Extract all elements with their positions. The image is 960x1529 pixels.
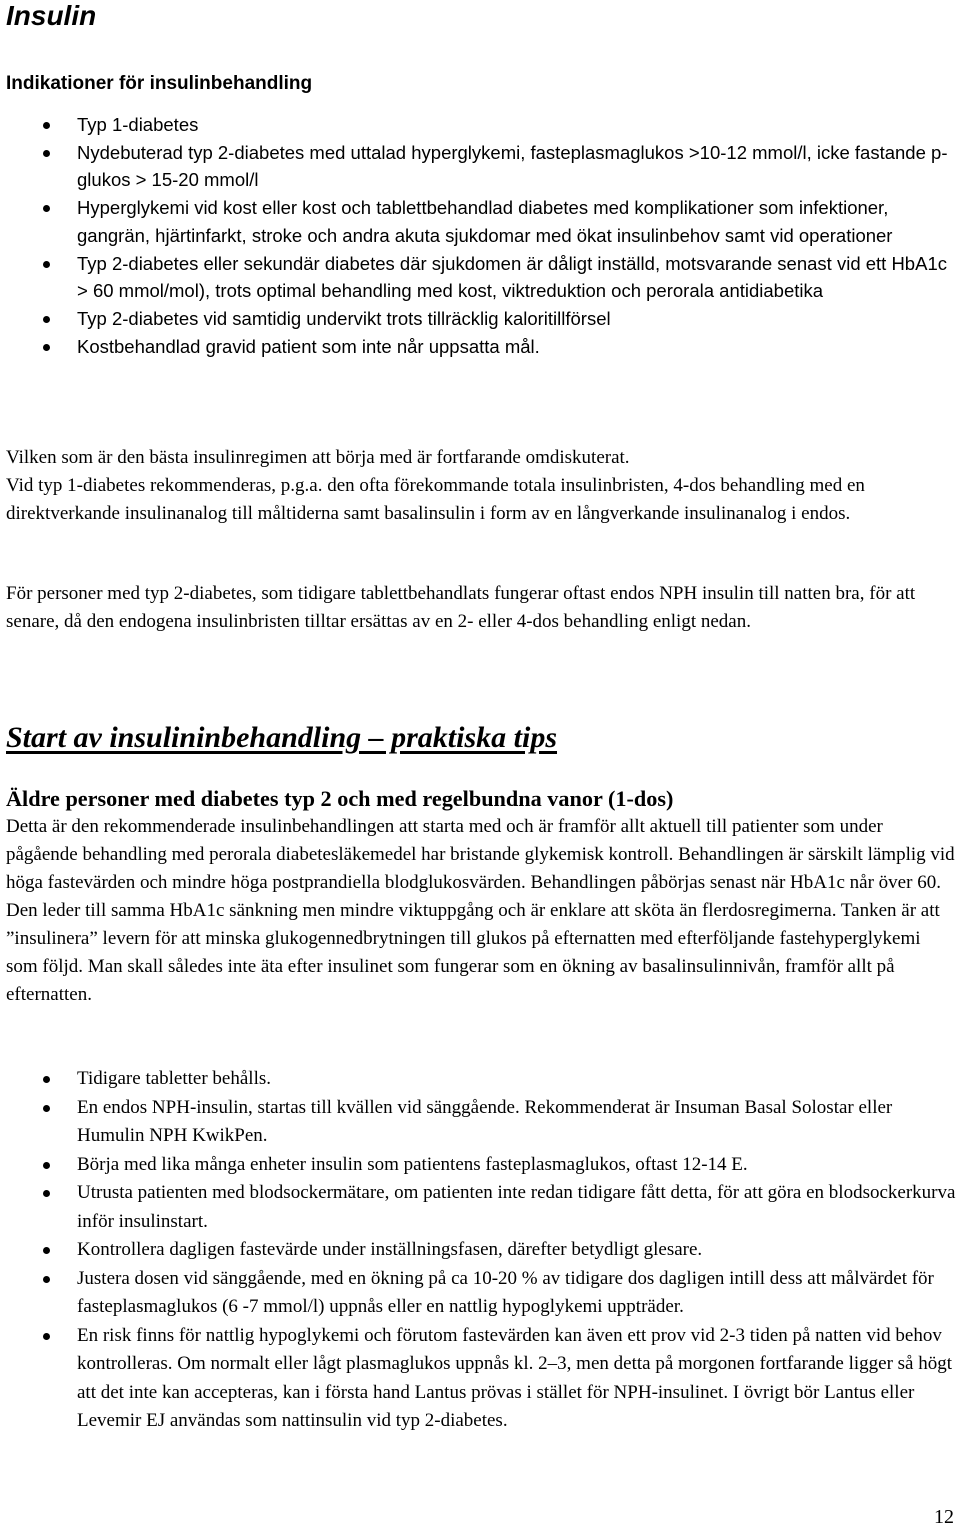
indications-heading: Indikationer för insulinbehandling <box>6 73 313 94</box>
tips-list <box>6 1065 956 1436</box>
list-item: Nydebuterad typ 2-diabetes med uttalad hyperglykemi, fasteplasmaglukos >10-12 mmol/l, icke fastande p-glukos > 15-20 mmol/l <box>6 139 956 194</box>
list-item: Typ 2-diabetes eller sekundär diabetes där sjukdomen är dåligt inställd, motsvarande senast vid ett HbA1c > 60 mmol/mol), trots optimal behandling med kost, viktreduktion och perorala antidiabetika <box>6 250 956 305</box>
indications-list <box>6 111 956 360</box>
list-item: Hyperglykemi vid kost eller kost och tablettbehandlad diabetes med komplikationer som infektioner, gangrän, hjärtinfarkt, stroke och andra akuta sjukdomar med ökat insulinbehov samt vid operationer <box>6 194 956 249</box>
paragraph: Vid typ 1-diabetes rekommenderas, p.g.a. den ofta förekommande totala insulinbristen, 4-dos behandling med en direktverkande insulinanalog till måltiderna samt basalinsulin i form av en långverkande insulinanalog i endos. <box>6 475 865 524</box>
paragraph: För personer med typ 2-diabetes, som tidigare tablettbehandlats fungerar oftast endos NPH insulin till natten bra, för att senare, då den endogena insulinbristen tilltar ersättas av en 2- eller 4-dos behandling enligt nedan. <box>6 583 916 632</box>
page-number: 12 <box>934 1506 954 1528</box>
list-item: Tidigare tabletter behålls. <box>6 1065 956 1094</box>
section-subheading: Äldre personer med diabetes typ 2 och med regelbundna vanor (1-dos) <box>6 786 674 811</box>
section-body: Detta är den rekommenderade insulinbehandlingen att starta med och är framför allt aktuell till patienter som under pågående behandling med perorala diabetesläkemedel har bristande glykemisk kontroll. Behandlingen är särskilt lämplig vid höga fastevärden och mindre höga postprandiella blodglukosvärden. Behandlingen påbörjas senast när HbA1c når över 60. Den leder till samma HbA1c sänkning men mindre viktuppgång och är enklare att sköta än flerdosregimerna. Tanken är att ”insulinera” levern för att minska glukogennedbrytningen till glukos på efternatten med efterföljande fastehyperglykemi som följd. Man skall således inte äta efter insulinet som fungerar som en ökning av basalinsulinnivån, framför allt på efternatten. <box>6 816 955 1005</box>
paragraph: Vilken som är den bästa insulinregimen att börja med är fortfarande omdiskuterat. <box>6 447 630 468</box>
list-item: Typ 1-diabetes <box>6 111 956 139</box>
list-item: En risk finns för nattlig hypoglykemi och förutom fastevärden kan även ett prov vid 2-3 tiden på natten vid behov kontrolleras. Om normalt eller lågt plasmaglukos uppnås kl. 2–3, men detta på morgonen fortfarande ligger så högt att det inte kan accepteras, kan i första hand Lantus prövas i stället för NPH-insulinet. I övrigt bör Lantus eller Levemir EJ användas som nattinsulin vid typ 2-diabetes. <box>6 1322 956 1436</box>
page-title: Insulin <box>6 0 97 31</box>
list-item: Kostbehandlad gravid patient som inte når uppsatta mål. <box>6 333 956 361</box>
list-item: Typ 2-diabetes vid samtidig undervikt trots tillräcklig kaloritillförsel <box>6 305 956 333</box>
list-item: Börja med lika många enheter insulin som patientens fasteplasmaglukos, oftast 12-14 E. <box>6 1151 956 1180</box>
section-title: Start av insulininbehandling – praktiska tips <box>6 721 558 754</box>
list-item: Utrusta patienten med blodsockermätare, om patienten inte redan tidigare fått detta, för att göra en blodsockerkurva inför insulinstart. <box>6 1179 956 1236</box>
list-item: Justera dosen vid sänggående, med en ökning på ca 10-20 % av tidigare dos dagligen intill dess att målvärdet för fasteplasmaglukos (6 -7 mmol/l) uppnås eller en nattlig hypoglykemi uppträder. <box>6 1265 956 1322</box>
list-item: Kontrollera dagligen fastevärde under inställningsfasen, därefter betydligt glesare. <box>6 1236 956 1265</box>
list-item: En endos NPH-insulin, startas till kvällen vid sänggående. Rekommenderat är Insuman Basal Solostar eller Humulin NPH KwikPen. <box>6 1094 956 1151</box>
